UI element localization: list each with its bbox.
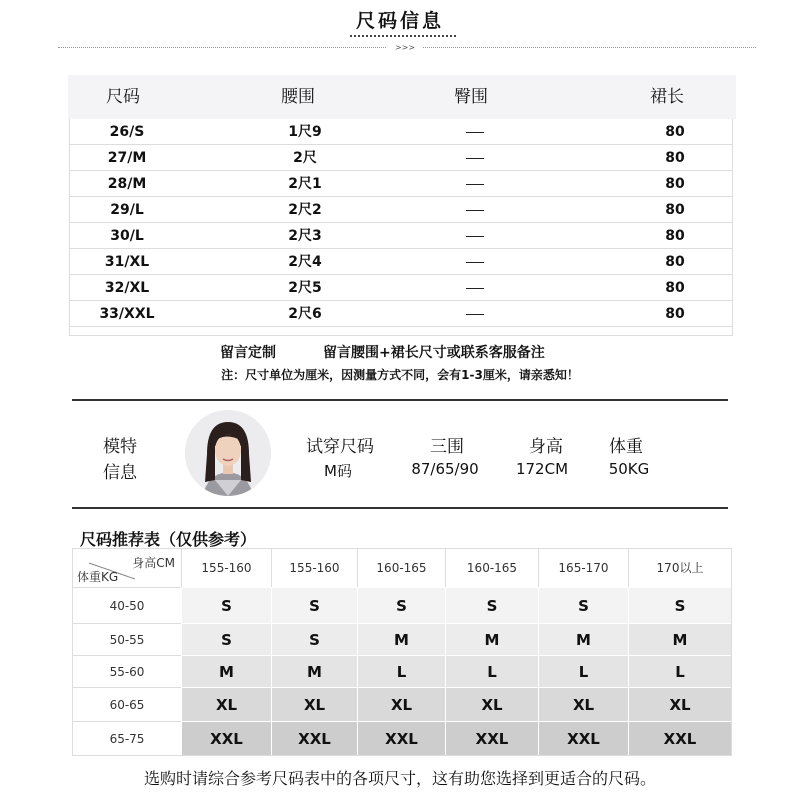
cell-length: 80 xyxy=(665,280,685,296)
height-header: 155-160 xyxy=(181,549,271,587)
cell-size: 27/M xyxy=(107,150,147,166)
header-size: 尺码 xyxy=(106,87,140,107)
cell-waist: 2尺 xyxy=(293,150,317,166)
model-key-size: 试穿尺码 xyxy=(306,437,374,457)
custom-order-label: 留言定制 xyxy=(220,345,276,361)
table-row xyxy=(70,275,732,301)
size-cell: XL xyxy=(357,687,445,721)
cell-size: 26/S xyxy=(109,124,145,140)
cell-length: 80 xyxy=(665,124,685,140)
size-cell: M xyxy=(445,623,538,655)
title-underline xyxy=(350,35,456,37)
size-cell: L xyxy=(357,655,445,687)
cell-waist: 2尺3 xyxy=(288,228,322,244)
cell-hip xyxy=(430,197,520,223)
model-value-measurements: 87/65/90 xyxy=(411,460,479,478)
model-label-line1: 模特 xyxy=(103,437,137,457)
cell-waist: 2尺5 xyxy=(288,280,322,296)
corner-weight-label: 体重KG xyxy=(77,570,119,584)
size-table-header xyxy=(68,75,736,119)
cell-size: 31/XL xyxy=(104,254,150,270)
cell-waist: 2尺2 xyxy=(288,202,322,218)
size-cell: L xyxy=(628,655,731,687)
cell-size: 32/XL xyxy=(104,280,150,296)
size-cell: S xyxy=(271,587,357,623)
size-cell: XXL xyxy=(538,721,628,755)
size-cell: S xyxy=(538,587,628,623)
corner-height-label: 身高CM xyxy=(132,556,175,570)
cell-length: 80 xyxy=(665,254,685,270)
cell-size: 28/M xyxy=(107,176,147,192)
size-cell: M xyxy=(357,623,445,655)
cell-length: 80 xyxy=(665,228,685,244)
size-cell: XL xyxy=(538,687,628,721)
size-cell: XXL xyxy=(445,721,538,755)
height-header: 165-170 xyxy=(538,549,628,587)
size-cell: S xyxy=(357,587,445,623)
cell-size: 33/XXL xyxy=(99,306,155,322)
header-waist: 腰围 xyxy=(281,87,315,107)
size-cell: M xyxy=(271,655,357,687)
cell-hip xyxy=(430,301,520,327)
height-header: 160-165 xyxy=(445,549,538,587)
size-cell: M xyxy=(181,655,271,687)
header-skirt-length: 裙长 xyxy=(650,87,684,107)
cell-length: 80 xyxy=(665,176,685,192)
size-cell: S xyxy=(181,623,271,655)
height-header: 155-160 xyxy=(271,549,357,587)
size-cell: XL xyxy=(181,687,271,721)
size-cell: L xyxy=(445,655,538,687)
model-avatar xyxy=(185,410,271,496)
table-row xyxy=(70,301,732,327)
model-portrait-icon xyxy=(185,410,271,496)
size-table-body xyxy=(69,119,733,336)
cell-length: 80 xyxy=(665,150,685,166)
footer-tip: 选购时请综合参考尺码表中的各项尺寸，这有助您选择到更适合的尺码。 xyxy=(143,769,656,788)
cell-hip xyxy=(430,119,520,145)
table-row xyxy=(70,249,732,275)
size-cell: S xyxy=(445,587,538,623)
table-row xyxy=(70,197,732,223)
dash-icon xyxy=(466,288,484,289)
size-cell: M xyxy=(538,623,628,655)
measurement-note: 注：尺寸单位为厘米，因测量方式不同，会有1-3厘米，请亲悉知！ xyxy=(221,368,579,382)
table-row xyxy=(70,145,732,171)
dash-icon xyxy=(466,184,484,185)
size-cell: XXL xyxy=(271,721,357,755)
size-cell: XXL xyxy=(628,721,731,755)
size-cell: L xyxy=(538,655,628,687)
corner-cell xyxy=(73,549,181,587)
table-row xyxy=(70,171,732,197)
cell-waist: 2尺6 xyxy=(288,306,322,322)
height-header: 160-165 xyxy=(357,549,445,587)
dash-icon xyxy=(466,210,484,211)
dash-icon xyxy=(466,132,484,133)
weight-label: 50-55 xyxy=(73,623,181,655)
cell-length: 80 xyxy=(665,306,685,322)
header-arrows: >>> xyxy=(387,43,423,53)
custom-order-text: 留言腰围+裙长尺寸或联系客服备注 xyxy=(323,345,545,361)
size-cell: S xyxy=(181,587,271,623)
dash-icon xyxy=(466,236,484,237)
size-cell: S xyxy=(271,623,357,655)
weight-label: 65-75 xyxy=(73,721,181,755)
model-key-measurements: 三围 xyxy=(430,437,464,457)
cell-hip xyxy=(430,275,520,301)
model-key-height: 身高 xyxy=(529,437,563,457)
size-cell: XL xyxy=(271,687,357,721)
cell-hip xyxy=(430,145,520,171)
section-divider xyxy=(72,507,728,509)
weight-label: 40-50 xyxy=(73,587,181,623)
cell-waist: 2尺4 xyxy=(288,254,322,270)
table-row xyxy=(70,223,732,249)
table-row xyxy=(70,119,732,145)
header-hip: 臀围 xyxy=(454,87,488,107)
size-cell: XL xyxy=(628,687,731,721)
weight-label: 60-65 xyxy=(73,687,181,721)
cell-size: 30/L xyxy=(110,228,144,244)
model-value-weight: 50KG xyxy=(608,460,650,478)
cell-hip xyxy=(430,223,520,249)
recommend-title: 尺码推荐表（仅供参考） xyxy=(80,530,257,549)
size-cell: XXL xyxy=(357,721,445,755)
page-title: 尺码信息 xyxy=(355,10,444,32)
cell-waist: 2尺1 xyxy=(288,176,322,192)
model-value-height: 172CM xyxy=(515,460,569,478)
dash-icon xyxy=(466,158,484,159)
model-value-size: M码 xyxy=(324,462,352,480)
height-header: 170以上 xyxy=(628,549,731,587)
cell-length: 80 xyxy=(665,202,685,218)
size-cell: M xyxy=(628,623,731,655)
section-divider xyxy=(72,399,728,401)
size-cell: XL xyxy=(445,687,538,721)
model-key-weight: 体重 xyxy=(609,437,643,457)
dash-icon xyxy=(466,314,484,315)
size-cell: XXL xyxy=(181,721,271,755)
cell-waist: 1尺9 xyxy=(288,124,322,140)
weight-label: 55-60 xyxy=(73,655,181,687)
cell-hip xyxy=(430,249,520,275)
cell-hip xyxy=(430,171,520,197)
cell-size: 29/L xyxy=(110,202,144,218)
dash-icon xyxy=(466,262,484,263)
model-label-line2: 信息 xyxy=(103,463,137,483)
size-cell: S xyxy=(628,587,731,623)
recommend-table xyxy=(72,548,732,756)
